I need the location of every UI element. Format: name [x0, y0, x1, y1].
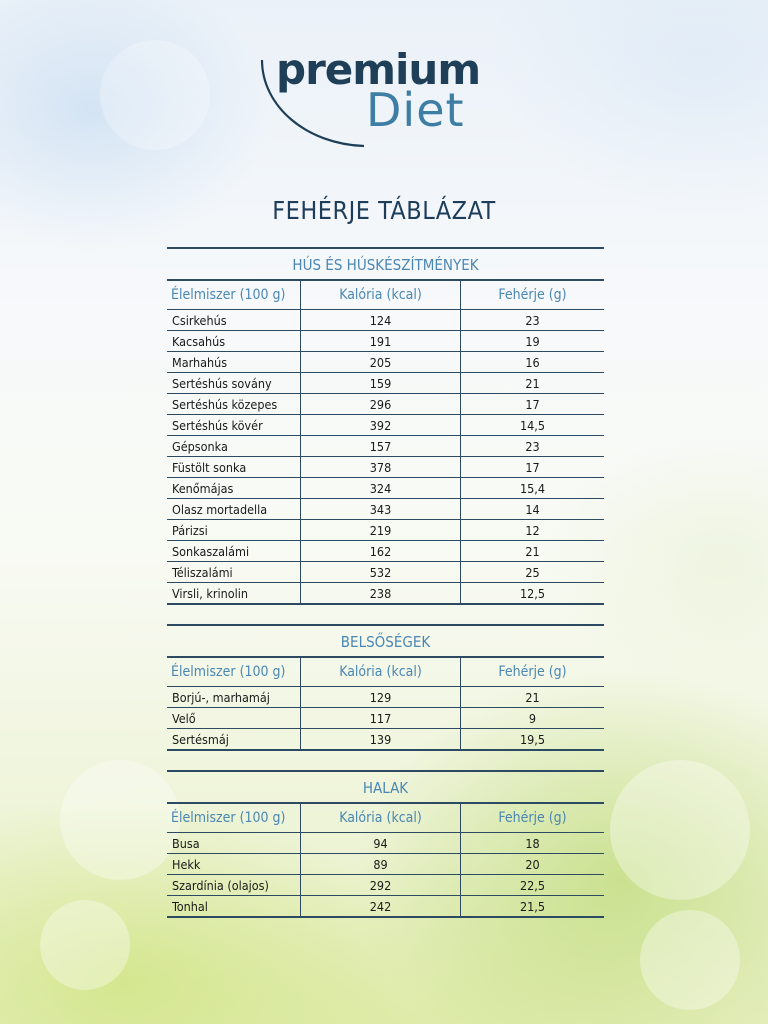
table-row: [167, 499, 604, 520]
table-body: [167, 687, 604, 751]
cell-protein: 12: [461, 520, 605, 541]
bokeh-decoration: [100, 40, 210, 150]
table-row: [167, 562, 604, 583]
cell-food: Marhahús: [167, 352, 301, 373]
cell-calories: 296: [301, 394, 461, 415]
page-title: FEHÉRJE TÁBLÁZAT: [272, 196, 496, 225]
table-row: [167, 373, 604, 394]
table-row: [167, 520, 604, 541]
cell-food: Virsli, krinolin: [167, 583, 301, 605]
cell-calories: 378: [301, 457, 461, 478]
cell-calories: 238: [301, 583, 461, 605]
cell-calories: 117: [301, 708, 461, 729]
cell-protein: 17: [461, 394, 605, 415]
cell-protein: 19,5: [461, 729, 605, 751]
section-meat: [167, 247, 604, 605]
cell-protein: 21,5: [461, 896, 605, 918]
table-row: [167, 583, 604, 605]
cell-calories: 343: [301, 499, 461, 520]
fish-table: [167, 804, 604, 918]
bokeh-decoration: [60, 760, 180, 880]
cell-protein: 19: [461, 331, 605, 352]
cell-calories: 191: [301, 331, 461, 352]
col-header-food: Élelmiszer (100 g): [167, 658, 301, 687]
table-row: [167, 896, 604, 918]
col-header-protein: Fehérje (g): [461, 804, 605, 833]
cell-food: Sertéshús közepes: [167, 394, 301, 415]
logo: [256, 46, 516, 150]
table-header-row: [167, 658, 604, 687]
table-row: [167, 708, 604, 729]
cell-protein: 21: [461, 687, 605, 708]
cell-food: Velő: [167, 708, 301, 729]
col-header-food: Élelmiszer (100 g): [167, 804, 301, 833]
cell-food: Füstölt sonka: [167, 457, 301, 478]
cell-protein: 12,5: [461, 583, 605, 605]
cell-protein: 20: [461, 854, 605, 875]
table-row: [167, 415, 604, 436]
table-row: [167, 875, 604, 896]
table-row: [167, 687, 604, 708]
offal-table: [167, 658, 604, 751]
table-row: [167, 541, 604, 562]
table-header-row: [167, 804, 604, 833]
col-header-protein: Fehérje (g): [461, 281, 605, 310]
cell-protein: 23: [461, 436, 605, 457]
cell-calories: 89: [301, 854, 461, 875]
table-header-row: [167, 281, 604, 310]
cell-food: Kenőmájas: [167, 478, 301, 499]
table-row: [167, 729, 604, 751]
cell-food: Sertésmáj: [167, 729, 301, 751]
cell-protein: 17: [461, 457, 605, 478]
col-header-calories: Kalória (kcal): [301, 658, 461, 687]
cell-calories: 157: [301, 436, 461, 457]
cell-calories: 124: [301, 310, 461, 331]
section-title: BELSŐSÉGEK: [167, 624, 604, 658]
cell-food: Sertéshús sovány: [167, 373, 301, 394]
col-header-protein: Fehérje (g): [461, 658, 605, 687]
cell-protein: 22,5: [461, 875, 605, 896]
cell-food: Párizsi: [167, 520, 301, 541]
cell-food: Olasz mortadella: [167, 499, 301, 520]
cell-calories: 219: [301, 520, 461, 541]
table-row: [167, 310, 604, 331]
col-header-calories: Kalória (kcal): [301, 804, 461, 833]
table-body: [167, 833, 604, 918]
cell-food: Szardínia (olajos): [167, 875, 301, 896]
col-header-calories: Kalória (kcal): [301, 281, 461, 310]
cell-calories: 292: [301, 875, 461, 896]
table-row: [167, 436, 604, 457]
cell-calories: 324: [301, 478, 461, 499]
cell-food: Sertéshús kövér: [167, 415, 301, 436]
cell-calories: 159: [301, 373, 461, 394]
cell-protein: 9: [461, 708, 605, 729]
cell-protein: 15,4: [461, 478, 605, 499]
table-row: [167, 331, 604, 352]
cell-food: Busa: [167, 833, 301, 854]
table-row: [167, 833, 604, 854]
table-body: [167, 310, 604, 605]
cell-calories: 162: [301, 541, 461, 562]
cell-calories: 392: [301, 415, 461, 436]
cell-protein: 14: [461, 499, 605, 520]
cell-protein: 25: [461, 562, 605, 583]
cell-calories: 94: [301, 833, 461, 854]
cell-food: Gépsonka: [167, 436, 301, 457]
cell-food: Téliszalámi: [167, 562, 301, 583]
cell-calories: 139: [301, 729, 461, 751]
bokeh-decoration: [640, 910, 740, 1010]
meat-table: [167, 281, 604, 605]
logo-premium-text: premium: [276, 45, 481, 94]
table-row: [167, 394, 604, 415]
cell-calories: 242: [301, 896, 461, 918]
cell-calories: 129: [301, 687, 461, 708]
table-row: [167, 352, 604, 373]
section-offal: [167, 624, 604, 751]
cell-calories: 205: [301, 352, 461, 373]
cell-protein: 23: [461, 310, 605, 331]
cell-protein: 21: [461, 373, 605, 394]
cell-food: Csirkehús: [167, 310, 301, 331]
section-title: HALAK: [167, 770, 604, 804]
table-row: [167, 457, 604, 478]
cell-food: Kacsahús: [167, 331, 301, 352]
cell-calories: 532: [301, 562, 461, 583]
section-title: HÚS ÉS HÚSKÉSZÍTMÉNYEK: [167, 247, 604, 281]
section-fish: [167, 770, 604, 918]
cell-protein: 18: [461, 833, 605, 854]
col-header-food: Élelmiszer (100 g): [167, 281, 301, 310]
bokeh-decoration: [40, 900, 130, 990]
logo-diet-text: Diet: [366, 83, 465, 137]
cell-food: Borjú-, marhamáj: [167, 687, 301, 708]
bokeh-decoration: [610, 760, 750, 900]
cell-protein: 14,5: [461, 415, 605, 436]
table-row: [167, 854, 604, 875]
cell-protein: 21: [461, 541, 605, 562]
cell-protein: 16: [461, 352, 605, 373]
cell-food: Sonkaszalámi: [167, 541, 301, 562]
table-row: [167, 478, 604, 499]
cell-food: Tonhal: [167, 896, 301, 918]
cell-food: Hekk: [167, 854, 301, 875]
